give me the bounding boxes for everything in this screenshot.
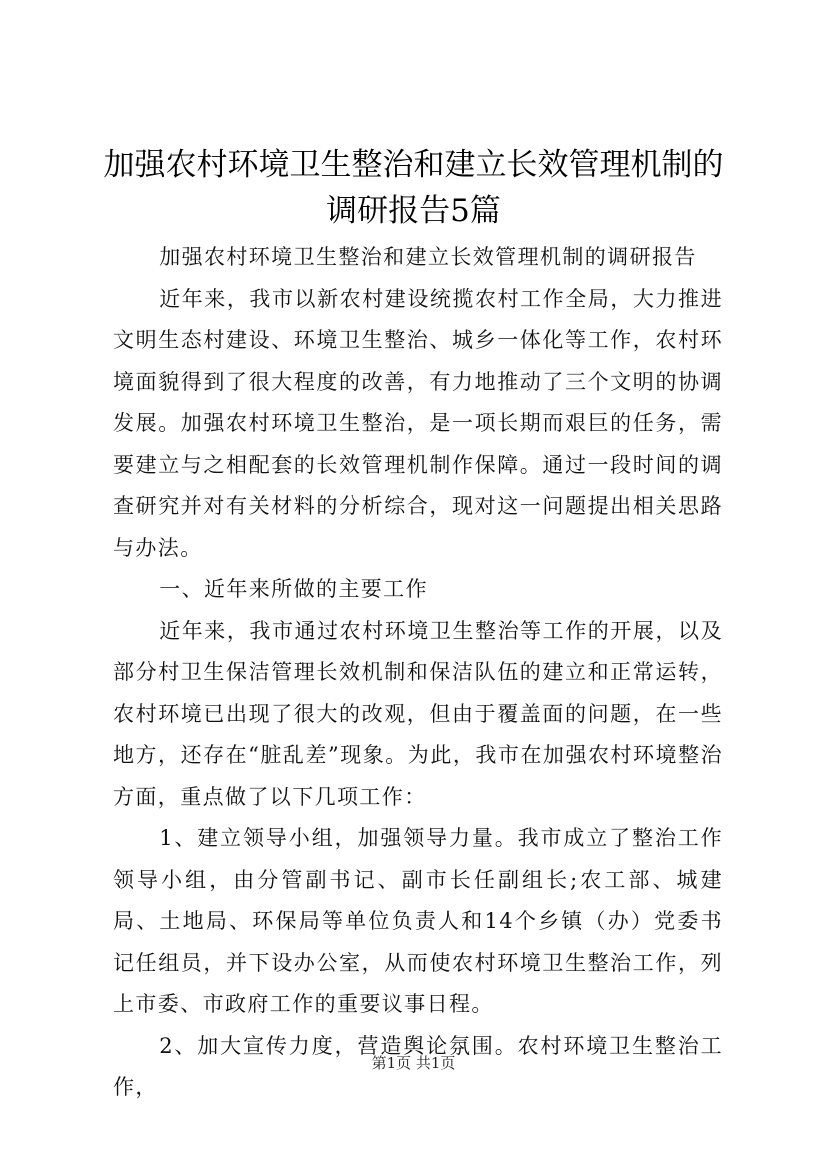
body-paragraph-intro: 近年来，我市以新农村建设统揽农村工作全局，大力推进文明生态村建设、环境卫生整治、城乡一体化等工作，农村环境面貌得到了很大程度的改善，有力地推动了三个文明的协调发展。加强农村环境卫生整治，是一项长期而艰巨的任务，需要建立与之相配套的长效管理机制作保障。通过一段时间的调查研究并对有关材料的分析综合，现对这一问题提出相关思路与办法。 [113,286,723,560]
page-footer: 第1页 共1页 [371,1054,456,1072]
document-title-line-2: 调研报告5篇 [326,193,501,229]
document-title-line-1: 加强农村环境卫生整治和建立长效管理机制的 [103,147,724,183]
body-paragraph-item-1: 1、建立领导小组，加强领导力量。我市成立了整治工作领导小组，由分管副书记、副市长任副组长;农工部、城建局、土地局、环保局等单位负责人和14个乡镇（办）党委书记任组员，并下设办公室，从而使农村环境卫生整治工作，列上市委、市政府工作的重要议事日程。 [113,826,723,1016]
body-paragraph-item-2: 2、加大宣传力度，营造舆论氛围。农村环境卫生整治工作， [113,1033,723,1099]
document-body [113,237,723,1109]
section-heading-1: 一、近年来所做的主要工作 [159,577,428,601]
body-paragraph-section-1: 近年来，我市通过农村环境卫生整治等工作的开展，以及部分村卫生保洁管理长效机制和保洁队伍的建立和正常运转，农村环境已出现了很大的改观，但由于覆盖面的问题，在一些地方，还存在“脏乱差”现象。为此，我市在加强农村环境整治方面，重点做了以下几项工作： [113,618,723,809]
report-subtitle: 加强农村环境卫生整治和建立长效管理机制的调研报告 [159,245,697,269]
